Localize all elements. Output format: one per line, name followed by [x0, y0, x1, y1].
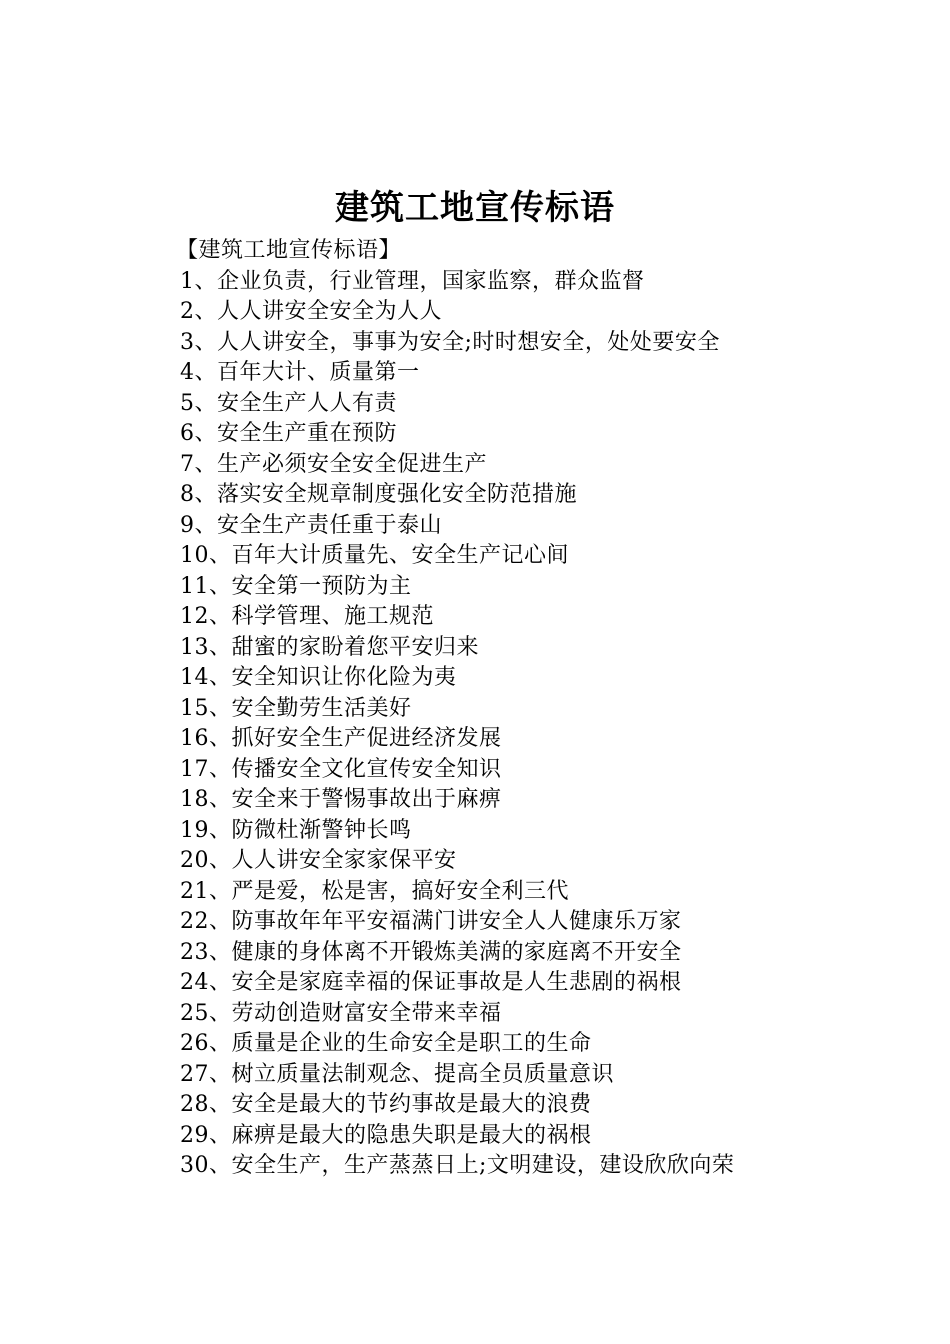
slogan-item: 5、安全生产人人有责 [180, 390, 397, 416]
slogan-item: 20、人人讲安全家家保平安 [180, 848, 457, 873]
slogan-item: 2、人人讲安全安全为人人 [180, 299, 442, 324]
slogan-item: 7、生产必须安全安全促进生产 [180, 451, 487, 477]
slogan-item: 19、防微杜渐警钟长鸣 [180, 817, 412, 843]
document-body [176, 236, 900, 1182]
slogan-item: 29、麻痹是最大的隐患失职是最大的祸根 [180, 1122, 592, 1148]
slogan-item: 12、科学管理、施工规范 [180, 604, 434, 629]
slogan-item: 25、劳动创造财富安全带来幸福 [180, 1000, 502, 1026]
document-title: 建筑工地宣传标语 [335, 188, 615, 228]
slogan-item: 11、安全第一预防为主 [180, 573, 412, 599]
slogan-item: 3、人人讲安全，事事为安全;时时想安全，处处要安全 [180, 329, 720, 355]
slogan-item: 17、传播安全文化宣传安全知识 [180, 756, 502, 782]
slogan-item: 10、百年大计质量先、安全生产记心间 [180, 543, 569, 568]
slogan-item: 18、安全来于警惕事故出于麻痹 [180, 787, 502, 812]
slogan-item: 23、健康的身体离不开锻炼美满的家庭离不开安全 [180, 939, 682, 965]
slogan-item: 9、安全生产责任重于泰山 [180, 512, 442, 538]
slogan-item: 28、安全是最大的节约事故是最大的浪费 [180, 1092, 592, 1117]
document-subtitle: 【建筑工地宣传标语】 [176, 238, 402, 263]
slogan-item: 14、安全知识让你化险为夷 [180, 665, 457, 690]
slogan-item: 26、质量是企业的生命安全是职工的生命 [180, 1031, 592, 1056]
slogan-item: 15、安全勤劳生活美好 [180, 695, 412, 721]
slogan-item: 13、甜蜜的家盼着您平安归来 [180, 634, 479, 660]
slogan-item: 4、百年大计、质量第一 [180, 360, 420, 385]
slogan-item: 30、安全生产，生产蒸蒸日上;文明建设，建设欣欣向荣 [180, 1153, 735, 1178]
slogan-item: 1、企业负责，行业管理，国家监察，群众监督 [180, 268, 645, 294]
slogan-item: 24、安全是家庭幸福的保证事故是人生悲剧的祸根 [180, 970, 682, 995]
slogan-item: 22、防事故年年平安福满门讲安全人人健康乐万家 [180, 909, 682, 934]
slogan-item: 6、安全生产重在预防 [180, 421, 397, 446]
slogan-item: 8、落实安全规章制度强化安全防范措施 [180, 482, 577, 507]
slogan-item: 21、严是爱，松是害，搞好安全利三代 [180, 878, 569, 904]
slogan-item: 27、树立质量法制观念、提高全员质量意识 [180, 1061, 614, 1087]
slogan-list [180, 267, 900, 1182]
slogan-item: 16、抓好安全生产促进经济发展 [180, 726, 502, 751]
